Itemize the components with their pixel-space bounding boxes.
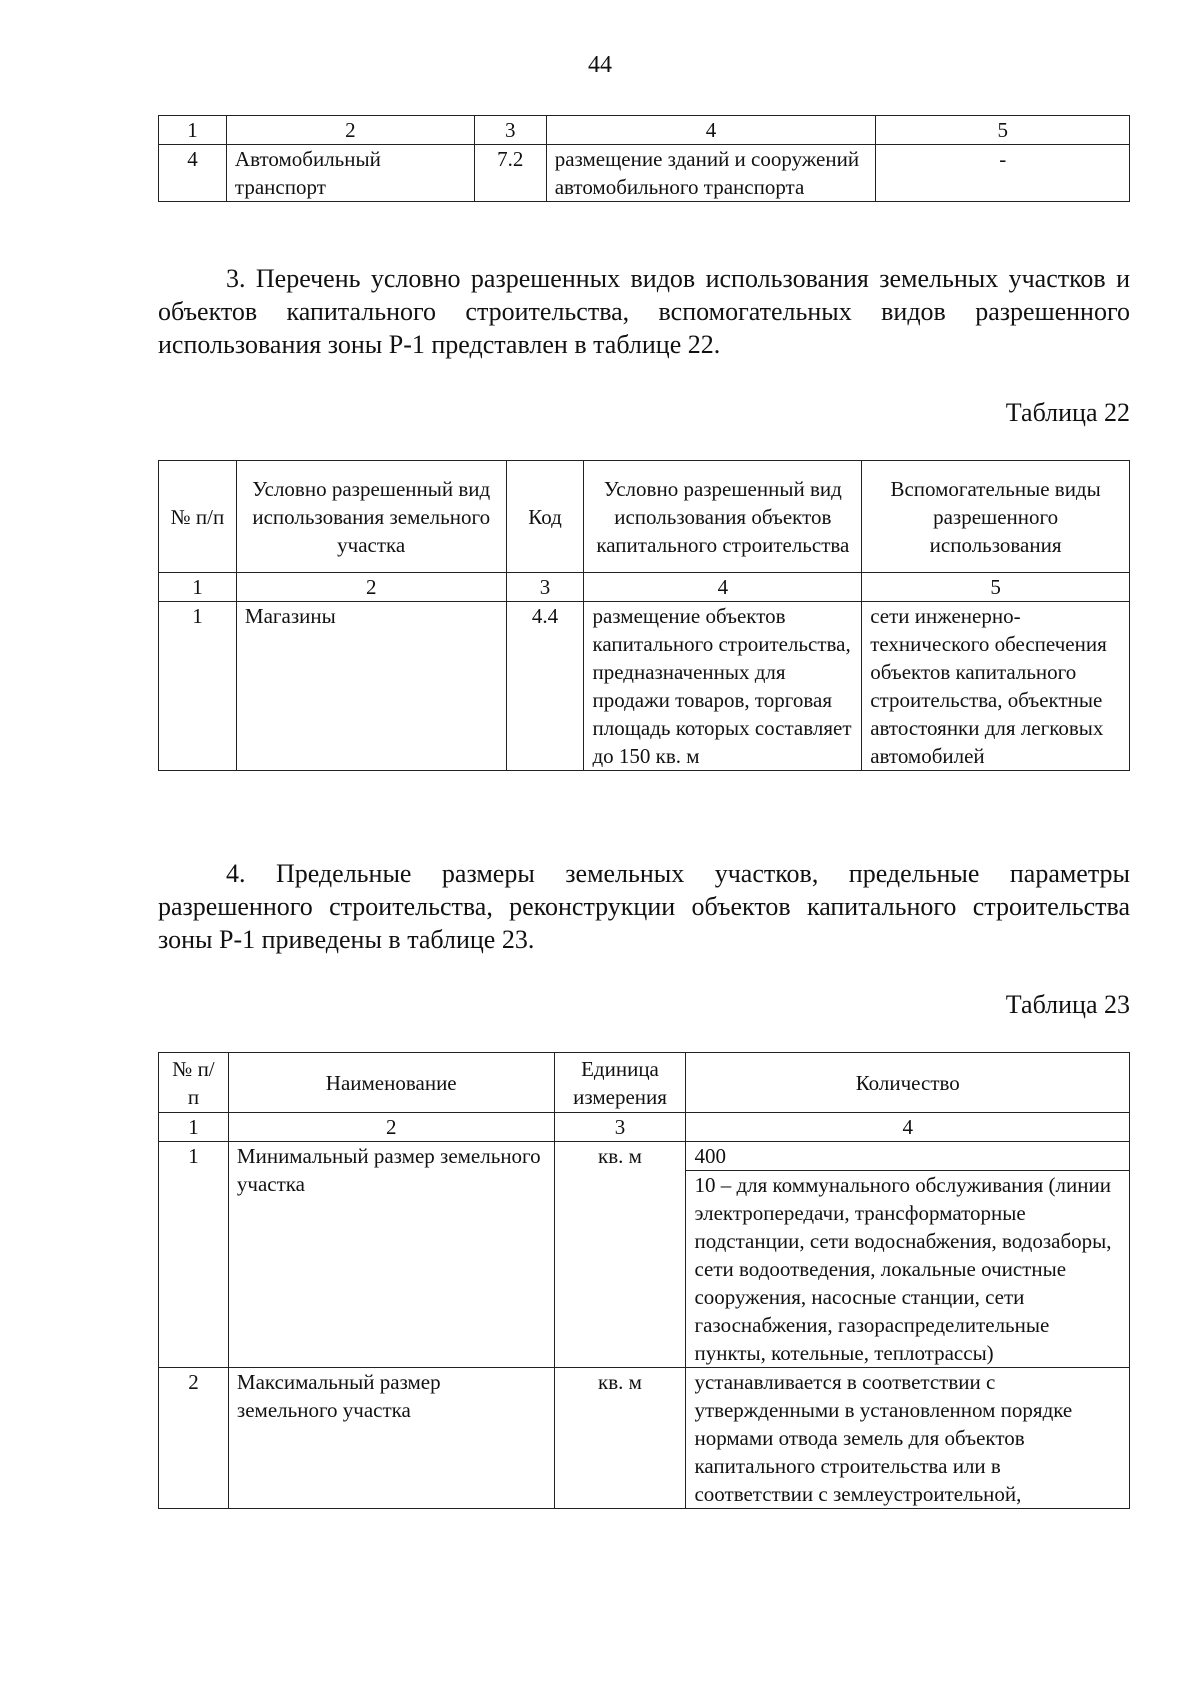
header-row bbox=[159, 461, 1130, 573]
paragraph-3: 3. Перечень условно разрешенных видов использования земельных участков и объектов капитального строительства, вспомогательных видов разрешенного использования зоны Р-1 представлен в таблице 22. bbox=[158, 264, 1130, 359]
col-num: 3 bbox=[506, 573, 584, 602]
table-row bbox=[159, 1142, 1130, 1171]
col-num: 2 bbox=[228, 1113, 554, 1142]
col-num: 3 bbox=[474, 116, 546, 145]
column-number-row bbox=[159, 1113, 1130, 1142]
header-cell: № п/п bbox=[159, 461, 237, 573]
use-name: Автомобильный транспорт bbox=[226, 145, 474, 202]
use-description: размещение объектов капитального строительства, предназначенных для продажи товаров, торговая площадь которых составляет до 150 кв. м bbox=[584, 602, 862, 771]
row-number: 1 bbox=[159, 1142, 229, 1368]
col-num: 1 bbox=[159, 1113, 229, 1142]
header-cell: Код bbox=[506, 461, 584, 573]
table-22-caption: Таблица 22 bbox=[1005, 398, 1130, 427]
table-23-caption: Таблица 23 bbox=[1005, 990, 1130, 1019]
col-num: 4 bbox=[584, 573, 862, 602]
paragraph-4: 4. Предельные размеры земельных участков, предельные параметры разрешенного строительства, реконструкции объектов капитального строительства зоны Р-1 приведены в таблице 23. bbox=[158, 859, 1130, 954]
table-row bbox=[159, 145, 1130, 202]
header-cell: Вспомогательные виды разрешенного использования bbox=[862, 461, 1130, 573]
quantity-value: 10 – для коммунального обслуживания (линии электропередачи, трансформаторные подстанции, сети водоснабжения, водозаборы, сети водоотведения, локальные очистные сооружения, насосные станции, сети газоснабжения, газораспределительные пункты, котельные, теплотрассы) bbox=[686, 1171, 1130, 1368]
unit: кв. м bbox=[554, 1142, 686, 1368]
row-number: 2 bbox=[159, 1368, 229, 1509]
continued-table bbox=[158, 115, 1130, 202]
col-num: 5 bbox=[862, 573, 1130, 602]
column-number-row bbox=[159, 116, 1130, 145]
table-23 bbox=[158, 1052, 1130, 1509]
header-cell: № п/п bbox=[159, 1053, 229, 1113]
header-cell: Условно разрешенный вид использования земельного участка bbox=[236, 461, 506, 573]
aux-use: сети инженерно-технического обеспечения объектов капитального строительства, объектные автостоянки для легковых автомобилей bbox=[862, 602, 1130, 771]
table-row bbox=[159, 1368, 1130, 1509]
header-cell: Единица измерения bbox=[554, 1053, 686, 1113]
column-number-row bbox=[159, 573, 1130, 602]
table-22 bbox=[158, 460, 1130, 771]
col-num: 5 bbox=[876, 116, 1130, 145]
parameter-name: Минимальный размер земельного участка bbox=[228, 1142, 554, 1368]
row-number: 4 bbox=[159, 145, 227, 202]
table-row bbox=[159, 602, 1130, 771]
parameter-name: Максимальный размер земельного участка bbox=[228, 1368, 554, 1509]
col-num: 4 bbox=[686, 1113, 1130, 1142]
row-number: 1 bbox=[159, 602, 237, 771]
col-num: 1 bbox=[159, 573, 237, 602]
aux-use: - bbox=[876, 145, 1130, 202]
use-code: 4.4 bbox=[506, 602, 584, 771]
use-description: размещение зданий и сооружений автомобильного транспорта bbox=[546, 145, 876, 202]
header-cell: Наименование bbox=[228, 1053, 554, 1113]
header-cell: Количество bbox=[686, 1053, 1130, 1113]
quantity-value: 400 bbox=[686, 1142, 1130, 1171]
header-row bbox=[159, 1053, 1130, 1113]
use-name: Магазины bbox=[236, 602, 506, 771]
page-number: 44 bbox=[588, 52, 612, 78]
col-num: 1 bbox=[159, 116, 227, 145]
col-num: 2 bbox=[226, 116, 474, 145]
use-code: 7.2 bbox=[474, 145, 546, 202]
col-num: 4 bbox=[546, 116, 876, 145]
col-num: 2 bbox=[236, 573, 506, 602]
quantity-value: устанавливается в соответствии с утвержденными в установленном порядке нормами отвода земель для объектов капитального строительства или в соответствии с землеустроительной, bbox=[686, 1368, 1130, 1509]
unit: кв. м bbox=[554, 1368, 686, 1509]
col-num: 3 bbox=[554, 1113, 686, 1142]
header-cell: Условно разрешенный вид использования объектов капитального строительства bbox=[584, 461, 862, 573]
